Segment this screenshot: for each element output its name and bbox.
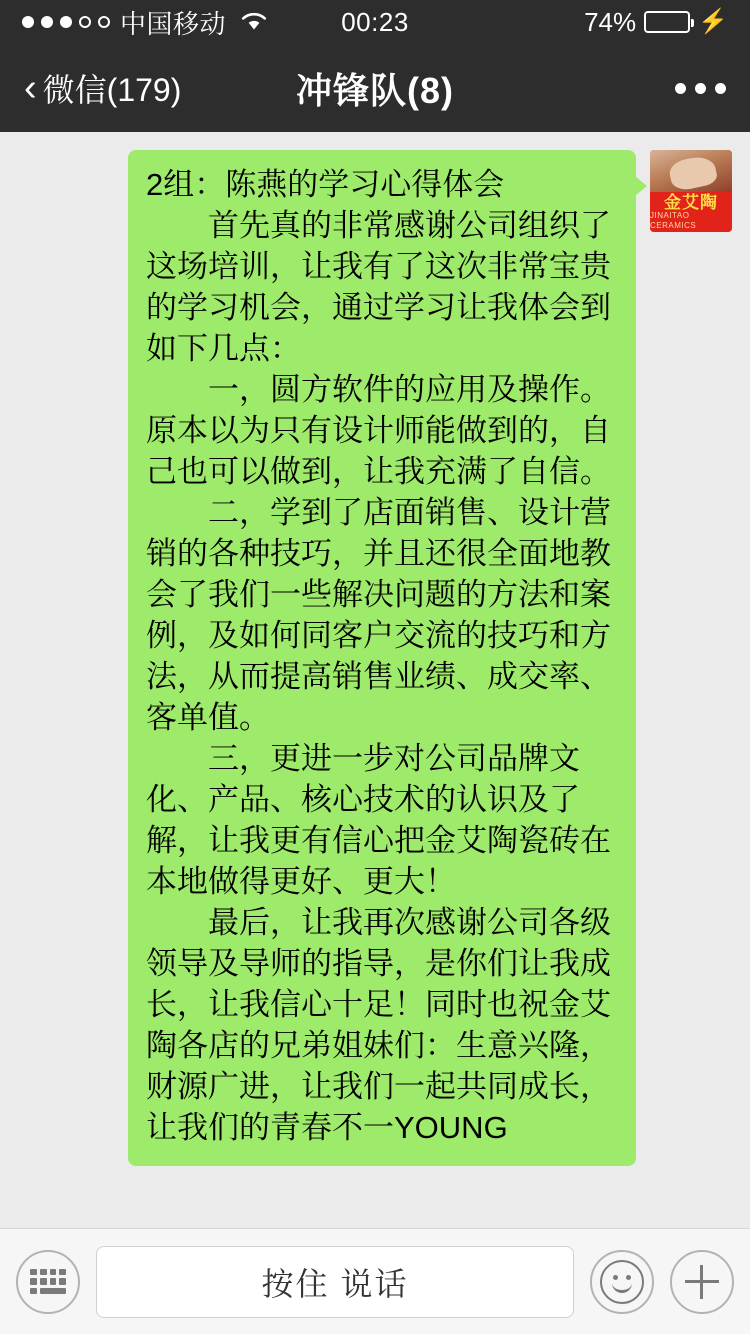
- status-bar: [0, 0, 750, 44]
- message-paragraph-6: 最后，让我再次感谢公司各级领导及导师的指导，是你们让我成长，让我信心十足！同时也祝金艾陶各店的兄弟姐妹们：生意兴隆，财源广进，让我们一起共同成长，让我们的青春不一YOUNG: [146, 905, 611, 1145]
- more-dots-icon[interactable]: [675, 83, 726, 94]
- clock-label: 00:23: [341, 6, 409, 37]
- message-paragraph-3: 一，圆方软件的应用及操作。原本以为只有设计师能做到的，自己也可以做到，让我充满了自信。: [146, 372, 611, 489]
- chevron-left-icon: ‹: [24, 67, 37, 109]
- chat-message-list[interactable]: [0, 132, 750, 1228]
- message-bubble[interactable]: [128, 150, 636, 1166]
- back-label: 微信(179): [42, 72, 182, 108]
- back-button[interactable]: [24, 65, 296, 111]
- message-paragraph-5: 三，更进一步对公司品牌文化、产品、核心技术的认识及了解，让我更有信心把金艾陶瓷砖在本地做得更好、更大！: [146, 741, 611, 899]
- signal-dots-icon: [22, 16, 110, 28]
- plus-icon: [685, 1265, 719, 1299]
- hold-to-talk-button[interactable]: 按住 说话: [96, 1246, 574, 1318]
- wifi-icon: [240, 7, 268, 38]
- carrier-label: 中国移动: [120, 8, 227, 39]
- message-paragraph-4: 二，学到了店面销售、设计营销的各种技巧，并且还很全面地教会了我们一些解决问题的方法和案例，及如何同客户交流的技巧和方法，从而提高销售业绩、成交率、客单值。: [146, 495, 611, 735]
- battery-icon: [644, 11, 690, 33]
- input-toolbar: [0, 1228, 750, 1334]
- emoji-button[interactable]: [590, 1250, 654, 1314]
- lightning-bolt-icon: ⚡: [698, 8, 729, 35]
- keyboard-toggle-button[interactable]: [16, 1250, 80, 1314]
- status-bar-left: [22, 4, 341, 41]
- message-paragraph-2: 首先真的非常感谢公司组织了这场培训，让我有了这次非常宝贵的学习机会，通过学习让我体会到如下几点：: [146, 208, 611, 366]
- avatar[interactable]: [650, 150, 732, 232]
- keyboard-icon: [30, 1269, 66, 1295]
- more-actions-button[interactable]: [670, 1250, 734, 1314]
- nav-bar-right: [454, 83, 726, 94]
- smiley-icon: [600, 1260, 644, 1304]
- page-title: 冲锋队(8): [296, 69, 454, 111]
- avatar-logo-label: 金艾陶: [664, 192, 718, 212]
- message-row-outgoing: [18, 150, 732, 1166]
- avatar-sub-label: JINAITAO CERAMICS: [650, 210, 697, 230]
- nav-bar: [0, 44, 750, 132]
- battery-percent-label: 74%: [584, 6, 637, 37]
- message-paragraph-1: 2组：陈燕的学习心得体会: [146, 167, 505, 202]
- status-bar-right: [409, 7, 728, 38]
